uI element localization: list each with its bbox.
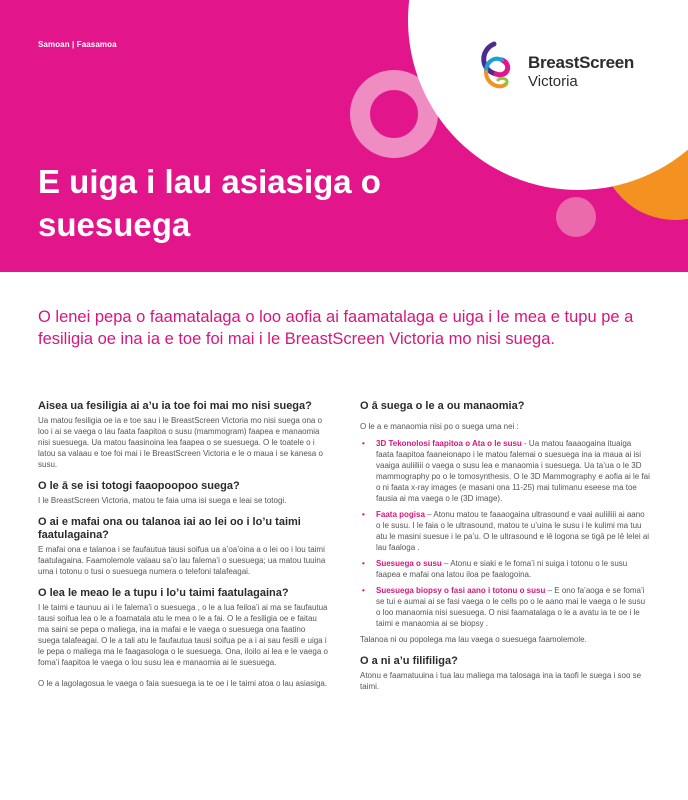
list-item-text: – Atonu matou te faaaogaina ultrasound e vaai auliiliii ai aano o le susu. I le faia o le ultrasound, matou te u’uina le susu i le kulimi ma tuu atu le masini suesue i le pa’u. O le ultrasound e lē logona se tigā pe lē lelei ai lau faaloga .	[376, 510, 650, 552]
header-banner	[0, 0, 688, 272]
left-column	[38, 400, 328, 699]
bullet-icon: •	[362, 510, 365, 519]
lead-paragraph: O lenei pepa o faamatalaga o loo aofia ai faamatalaga e uiga i le mea e tupu pe a fesiligia oe ina ia e toe foi mai i le BreastScreen Victoria mo nisi suega.	[38, 308, 634, 348]
bullet-icon: •	[362, 439, 365, 448]
list-item-term: Suesuega o susu	[376, 559, 442, 568]
right-column	[360, 400, 650, 702]
list-item	[360, 509, 650, 553]
section-body: Atonu e faamatuuina i tua lau maliega ma talosaga ina ia taofi le suega i soo se taimi.	[360, 671, 642, 691]
section-why-recalled	[38, 400, 328, 470]
section-tests-needed	[360, 400, 650, 645]
list-item-term: 3D Tekonolosi faapitoa o Ata o le susu	[376, 439, 522, 448]
list-item	[360, 438, 650, 504]
list-item-text: - Ua matou faaaogaina ituaiga faata faapitoa faaneionapo i le matou falemai o suesuega ina ia maua ai isi vaaiga auliiliii o vaega o susu lea e manaomia i suesuega. Ua ta’ua o le 3D mammography po o le tomosynthesis. O le 3D Mammography e aofia ai le fai o ni faata x-ray images (e masani ona 11-25) mai tulimanu eseese ma toe fausia ai ma vaega o le (3D image).	[376, 439, 650, 503]
logo-subtitle: Victoria	[528, 73, 578, 90]
section-body: O le a lagolagosua le vaega o faia suesuega ia te oe i le taimi atoa o lau asiasiga.	[38, 679, 328, 688]
section-options	[360, 655, 650, 692]
section-heading: O ai e mafai ona ou talanoa iai ao lei oo i lo’u taimi faatulagaina?	[38, 516, 301, 541]
section-closing: Talanoa ni ou popolega ma lau vaega o suesuega faamolemole.	[360, 635, 587, 644]
section-intro: O le a e manaomia nisi po o suega uma nei :	[360, 422, 519, 431]
list-item-text: – E ono fa’aoga e se foma’i se tui e aumai ai se fasi vaega o le cells po o le aano mai le vaega o le susu o loo manaomia nisi suesuega. O nisi faamatalaga o le a avatu ia te oe i le taimi e manaomia ai se biopsy .	[376, 586, 646, 628]
list-item	[360, 585, 650, 629]
section-heading: O a ni a’u filifiliga?	[360, 655, 458, 667]
list-item-term: Faata pogisa	[376, 510, 425, 519]
decorative-dot	[556, 197, 596, 237]
logo-name: BreastScreen	[528, 53, 635, 72]
section-body: I le BreastScreen Victoria, matou te faia uma isi suega e leai se totogi.	[38, 496, 287, 505]
section-heading: O le ā se isi totogi faaopoopoo suega?	[38, 480, 240, 492]
list-item-term: Suesuega biopsy o fasi aano i totonu o susu	[376, 586, 546, 595]
section-body: Ua matou fesiligia oe ia e toe sau i le BreastScreen Victoria mo nisi suega ona o loo i ai se vaega o lau faata faapitoa o susu (mammogram) faapea e manaomia nisi suesuega. Ua matou faasinoina lea faapea o se suesuega. O le toatele o i latou sa valaau e toe foi mai i le BreastScreen Victoria e le o maua i se kanesa o susu.	[38, 416, 323, 469]
breastscreen-logo	[472, 40, 652, 96]
section-body: E mafai ona e talanoa i se faufautua tausi soifua ua a’oa’oina a o lei oo i lou taimi faatulagaina. Faamolemole valaau sa’o lau falema’i o suesuega; ua matou tuuina uma i totonu o tusi o suesuega numera o telefoni talafeagai.	[38, 545, 326, 576]
section-who-to-talk-to	[38, 516, 328, 577]
bullet-icon: •	[362, 559, 365, 568]
section-heading: O ā suega o le a ou manaomia?	[360, 400, 525, 412]
section-heading: O lea le meao le a tupu i lo’u taimi faatulagaina?	[38, 587, 289, 599]
section-support	[38, 678, 328, 689]
list-item-text: – Atonu e siaki e le foma’i ni suiga i totonu o le susu faapea e mafai ona latou iloa pe faalogoina.	[376, 559, 628, 579]
section-cost	[38, 480, 328, 506]
section-body: I le taimi e taunuu ai i le falema’i o suesuega , o le a lua feiloa’i ai ma se faufautua tausi soifua lea o le a foamatala atu le mea o le a fai. O le a fesiligia oe e faitau ma saini se pepa o maliega, ina ia mafai e le vaega o suesuega ona faatino suega talafeagai. O le a tali atu le faufautua tausi soifua pe a i ai sau fesili e uiga i le pepa o maliega ma le faagasologa o le suesuega. Ona, iloilo ai lea e le vaega o foma’i faapitoa le vaega o lou susu lea e manaomia ai le suesuega.	[38, 603, 328, 667]
list-item	[360, 558, 650, 580]
tests-list	[360, 438, 650, 629]
bullet-icon: •	[362, 586, 365, 595]
language-label: Samoan | Faasamoa	[38, 40, 117, 49]
breastscreen-logo-mark-icon	[472, 40, 522, 94]
section-heading: Aisea ua fesiligia ai a’u ia toe foi mai mo nisi suega?	[38, 400, 312, 412]
section-what-happens	[38, 587, 328, 668]
document-title: E uiga i lau asiasiga o suesuega	[38, 163, 381, 243]
